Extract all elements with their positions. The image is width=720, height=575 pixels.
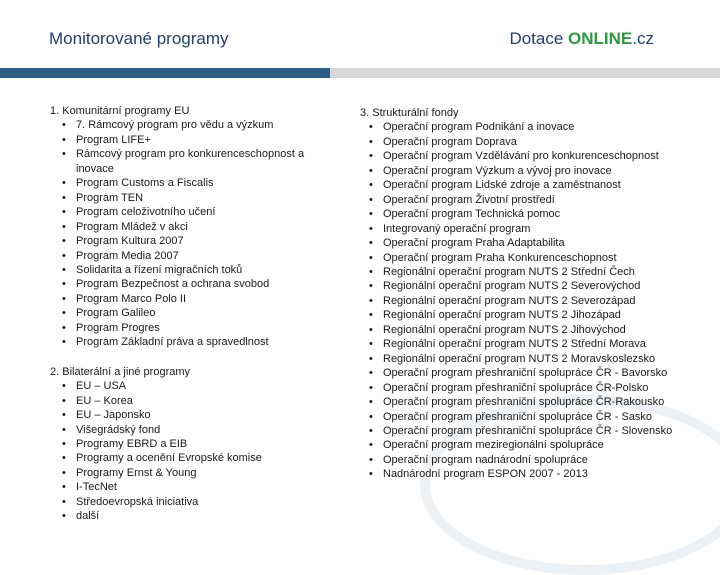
list-item: • Solidarita a řízení migračních toků [50, 263, 330, 277]
list-item: • Program TEN [50, 191, 330, 205]
section-heading-bilateral: 2. Bilaterální a jiné programy [50, 365, 191, 378]
list-item: • Operační program přeshraniční spolupráce ČR-Rakousko [360, 395, 705, 409]
list-item: • Operační program přeshraniční spolupráce ČR - Bavorsko [360, 366, 705, 380]
list-item: • Regionální operační program NUTS 2 Jihovýchod [360, 323, 705, 337]
list-bilateral-programs [50, 379, 330, 524]
list-item: • Program Marco Polo II [50, 292, 330, 306]
page-title: Monitorované programy [49, 29, 229, 48]
left-column [50, 104, 330, 524]
brand-accent: ONLINE [568, 29, 633, 48]
list-item: • Integrovaný operační program [360, 222, 705, 236]
list-item: • Středoevropská iniciativa [50, 495, 330, 509]
list-item: • Programy Ernst & Young [50, 466, 330, 480]
list-item: • Operační program přeshraniční spolupráce ČR - Sasko [360, 410, 705, 424]
list-item: • Programy a ocenění Evropské komise [50, 451, 330, 465]
list-item: • Program Kultura 2007 [50, 234, 330, 248]
list-item: • Regionální operační program NUTS 2 Severovýchod [360, 279, 705, 293]
list-item: • Operační program Technická pomoc [360, 207, 705, 221]
list-item: • Regionální operační program NUTS 2 Jihozápad [360, 308, 705, 322]
list-item: • Program Mládež v akci [50, 220, 330, 234]
list-item: • EU – USA [50, 379, 330, 393]
list-item: • Program Media 2007 [50, 249, 330, 263]
list-item: • Program LIFE+ [50, 133, 330, 147]
list-item: • EU – Korea [50, 394, 330, 408]
list-item: • Programy EBRD a EIB [50, 437, 330, 451]
list-item: • Program Customs a Fiscalis [50, 176, 330, 190]
brand-logo[interactable] [509, 29, 654, 49]
brand-prefix: Dotace [509, 29, 569, 48]
list-item: • Rámcový program pro konkurenceschopnost a inovace [50, 147, 330, 176]
list-structural-funds [360, 120, 705, 481]
list-item: • Višegrádský fond [50, 423, 330, 437]
list-item: • EU – Japonsko [50, 408, 330, 422]
list-item: • Operační program přeshraniční spolupráce ČR - Slovensko [360, 424, 705, 438]
list-item: • Operační program Životní prostředí [360, 193, 705, 207]
list-item: • Program Bezpečnost a ochrana svobod [50, 277, 330, 291]
list-item: • I-TecNet [50, 480, 330, 494]
brand-suffix: .cz [632, 29, 654, 48]
list-item: • Program celoživotního učení [50, 205, 330, 219]
header-bar-blue [0, 68, 330, 78]
list-item: • Operační program Praha Adaptabilita [360, 236, 705, 250]
list-item: • Operační program Vzdělávání pro konkurenceschopnost [360, 149, 705, 163]
list-item: • Operační program přeshraniční spolupráce ČR-Polsko [360, 381, 705, 395]
list-item: • Operační program Lidské zdroje a zaměstnanost [360, 178, 705, 192]
list-item: • další [50, 509, 330, 523]
right-column [360, 106, 705, 482]
list-item: • Program Galileo [50, 306, 330, 320]
section-heading-eu: 1. Komunitární programy EU [50, 105, 190, 117]
section-gap [50, 350, 330, 365]
list-item: • Regionální operační program NUTS 2 Moravskoslezsko [360, 352, 705, 366]
list-eu-programs [50, 118, 330, 349]
list-item: • Regionální operační program NUTS 2 Střední Morava [360, 337, 705, 351]
list-item: • Operační program Podnikání a inovace [360, 120, 705, 134]
list-item: • Regionální operační program NUTS 2 Střední Čech [360, 265, 705, 279]
list-item: • Operační program Praha Konkurenceschopnost [360, 251, 705, 265]
list-item: • Operační program Výzkum a vývoj pro inovace [360, 164, 705, 178]
list-item: • Operační program Doprava [360, 135, 705, 149]
header-bar-gray [330, 68, 720, 78]
list-item: • Operační program nadnárodní spolupráce [360, 453, 705, 467]
list-item: • Program Progres [50, 321, 330, 335]
section-heading-structural: 3. Strukturální fondy [360, 107, 459, 119]
list-item: • Operační program meziregionální spolupráce [360, 438, 705, 452]
list-item: • Program Základní práva a spravedlnost [50, 335, 330, 349]
list-item: • Regionální operační program NUTS 2 Severozápad [360, 294, 705, 308]
list-item: • Nadnárodní program ESPON 2007 - 2013 [360, 467, 705, 481]
list-item: • 7. Rámcový program pro vědu a výzkum [50, 118, 330, 132]
